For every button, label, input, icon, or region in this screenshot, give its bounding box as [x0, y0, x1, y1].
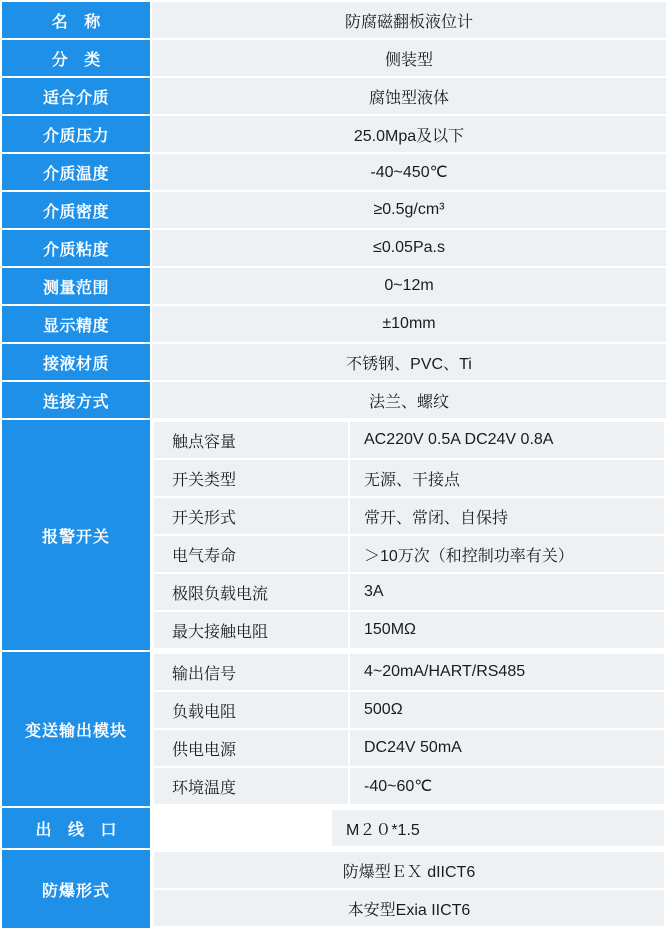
explosion-proof-subtable	[152, 850, 666, 928]
outlet-label: 出 线 口	[2, 808, 150, 848]
sub-row-value: 500Ω	[350, 692, 664, 728]
table-row	[154, 890, 664, 926]
explosion-proof-value: 防爆型ＥＸ dIICT6	[154, 852, 664, 888]
table-row	[2, 116, 666, 152]
row-label: 分 类	[2, 40, 150, 76]
table-row	[154, 730, 664, 766]
sub-row-label: 触点容量	[154, 422, 348, 458]
table-body	[2, 2, 666, 928]
transmitter-module-group	[2, 652, 666, 806]
sub-row-label: 极限负载电流	[154, 574, 348, 610]
table-row	[2, 154, 666, 190]
sub-row-value: 150MΩ	[350, 612, 664, 648]
explosion-proof-label: 防爆形式	[2, 850, 150, 928]
row-label: 介质压力	[2, 116, 150, 152]
row-value: 25.0Mpa及以下	[152, 116, 666, 152]
explosion-proof-group	[2, 850, 666, 928]
row-label: 测量范围	[2, 268, 150, 304]
row-label: 显示精度	[2, 306, 150, 342]
sub-row-value: 无源、干接点	[350, 460, 664, 496]
table-row	[2, 192, 666, 228]
outlet-value-wrap	[152, 808, 666, 848]
row-value: -40~450℃	[152, 154, 666, 190]
row-value: 腐蚀型液体	[152, 78, 666, 114]
sub-row-label: 输出信号	[154, 654, 348, 690]
row-label: 介质温度	[2, 154, 150, 190]
table-row	[154, 768, 664, 804]
sub-row-label: 开关形式	[154, 498, 348, 534]
transmitter-module-subtable	[152, 652, 666, 806]
outlet-value: M２０*1.5	[332, 810, 664, 846]
row-label: 介质粘度	[2, 230, 150, 266]
sub-row-label: 电气寿命	[154, 536, 348, 572]
outlet-spacer	[154, 810, 330, 846]
table-row	[154, 612, 664, 648]
table-row	[154, 422, 664, 458]
table-row	[2, 808, 666, 848]
row-value: 防腐磁翻板液位计	[152, 2, 666, 38]
table-row	[154, 852, 664, 888]
row-label: 适合介质	[2, 78, 150, 114]
row-value: 侧装型	[152, 40, 666, 76]
table-row	[154, 654, 664, 690]
table-row	[154, 536, 664, 572]
table-row	[2, 230, 666, 266]
table-row	[2, 2, 666, 38]
row-value: ≤0.05Pa.s	[152, 230, 666, 266]
table-row	[2, 40, 666, 76]
sub-row-value: -40~60℃	[350, 768, 664, 804]
alarm-switch-label: 报警开关	[2, 420, 150, 650]
sub-row-value: 常开、常闭、自保持	[350, 498, 664, 534]
row-value: ±10mm	[152, 306, 666, 342]
table-row	[2, 344, 666, 380]
sub-row-label: 负载电阻	[154, 692, 348, 728]
sub-row-value: 3A	[350, 574, 664, 610]
row-value: 法兰、螺纹	[152, 382, 666, 418]
table-row	[154, 692, 664, 728]
row-label: 介质密度	[2, 192, 150, 228]
sub-row-label: 最大接触电阻	[154, 612, 348, 648]
alarm-switch-subtable-wrap	[152, 420, 666, 650]
alarm-switch-subtable	[152, 420, 666, 650]
table-row	[2, 78, 666, 114]
row-value: 0~12m	[152, 268, 666, 304]
table-row	[2, 306, 666, 342]
sub-row-value: 4~20mA/HART/RS485	[350, 654, 664, 690]
sub-row-value: AC220V 0.5A DC24V 0.8A	[350, 422, 664, 458]
table-row	[154, 498, 664, 534]
sub-row-value: DC24V 50mA	[350, 730, 664, 766]
explosion-proof-subtable-wrap	[152, 850, 666, 928]
row-label: 名 称	[2, 2, 150, 38]
row-label: 接液材质	[2, 344, 150, 380]
sub-row-value: ＞10万次（和控制功率有关）	[350, 536, 664, 572]
explosion-proof-value: 本安型Exia IICT6	[154, 890, 664, 926]
table-row	[2, 382, 666, 418]
alarm-switch-group	[2, 420, 666, 650]
sub-row-label: 环境温度	[154, 768, 348, 804]
row-value: 不锈钢、PVC、Ti	[152, 344, 666, 380]
table-row	[2, 268, 666, 304]
sub-row-label: 开关类型	[154, 460, 348, 496]
table-row	[154, 574, 664, 610]
row-label: 连接方式	[2, 382, 150, 418]
table-row	[154, 460, 664, 496]
transmitter-module-label: 变送输出模块	[2, 652, 150, 806]
row-value: ≥0.5g/cm³	[152, 192, 666, 228]
sub-row-label: 供电电源	[154, 730, 348, 766]
transmitter-module-subtable-wrap	[152, 652, 666, 806]
